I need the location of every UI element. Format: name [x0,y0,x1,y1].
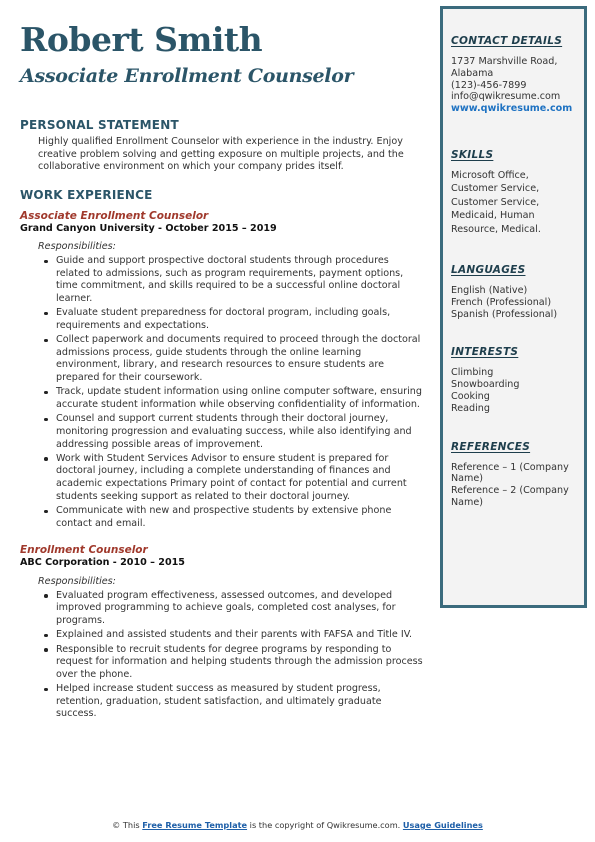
skill-line: Microsoft Office, [451,169,529,181]
list-item: Helped increase student success as measured by student progress, retention, graduation, student satisfaction, and ultimately graduate success. [56,683,425,721]
reference-line: Reference – 2 (Company [451,485,569,497]
skills-section [451,149,576,236]
languages-heading: LANGUAGES [451,264,526,277]
sidebar [440,6,587,608]
address-line: Alabama [451,67,494,79]
job-company-dates: Grand Canyon University - October 2015 – 2019 [20,222,277,234]
list-item: Communicate with new and prospective students by extensive phone contact and email. [56,505,425,530]
personal-statement-text: Highly qualified Enrollment Counselor with experience in the industry. Enjoy creative problem solving and getting exposure on multiple projects, and the collaborative environment on which your company prides itself. [38,136,404,172]
list-item: Responsible to recruit students for degree programs by responding to request for information and helping students through the admission process over the phone. [56,644,425,682]
reference-line: Name) [451,496,484,508]
language-item: English (Native) [451,285,528,297]
main-column [20,20,425,723]
skill-line: Resource, Medical. [451,223,541,235]
work-experience-heading: WORK EXPERIENCE [20,187,153,202]
list-item: Counsel and support current students through their doctoral journey, monitoring progression and evaluating success, while also identifying and addressing possible areas of improvement. [56,413,425,451]
website-link[interactable]: www.qwikresume.com [451,103,573,115]
skill-line: Medicaid, Human [451,210,535,222]
footer-prefix: © This [112,820,143,830]
interests-section [451,346,576,414]
email-address[interactable]: info@qwikresume.com [451,91,561,103]
skill-line: Customer Service, [451,196,540,208]
usage-guidelines-link[interactable]: Usage Guidelines [402,820,483,830]
work-experience-section [20,188,425,722]
candidate-title: Associate Enrollment Counselor [20,65,354,87]
language-item: French (Professional) [451,296,552,308]
interest-item: Climbing [451,367,494,379]
phone-number: (123)-456-7899 [451,79,527,91]
languages-section [451,264,576,320]
references-heading: REFERENCES [451,440,531,453]
skill-line: Customer Service, [451,183,540,195]
list-item: Evaluated program effectiveness, assessed outcomes, and developed improved programming to achieve goals, completed cost analyses, for programs. [56,590,425,628]
list-item: Explained and assisted students and their parents with FAFSA and Title IV. [56,629,425,642]
interest-item: Cooking [451,391,490,402]
reference-line: Name) [451,473,484,485]
responsibilities-list [20,255,425,530]
candidate-name: Robert Smith [20,20,263,59]
responsibilities-label: Responsibilities: [38,241,116,252]
sidebar-panel [443,9,584,605]
interests-heading: INTERESTS [451,346,519,359]
references-section [451,441,576,509]
job-title: Enrollment Counselor [20,544,148,557]
list-item: Collect paperwork and documents required to proceed through the doctoral admissions process, guide students through the online learning environment, library, and research resources to ensure students are prepared for their coursework. [56,334,425,384]
list-item: Evaluate student preparedness for doctoral program, including goals, requirements and expectations. [56,307,425,332]
list-item: Guide and support prospective doctoral students through procedures related to admissions, such as program requirements, payment options, time commitment, and skills required to be a successful online doctoral learner. [56,255,425,305]
footer-copyright: is the copyright of Qwikresume.com. [247,820,403,830]
free-resume-template-link[interactable]: Free Resume Template [142,820,248,830]
personal-statement-heading: PERSONAL STATEMENT [20,118,179,132]
personal-statement-section [20,118,425,174]
reference-line: Reference – 1 (Company [451,461,569,473]
interest-item: Snowboarding [451,379,520,391]
list-item: Track, update student information using online computer software, ensuring accurate student information while observing confidentiality of information. [56,386,425,411]
job-entry [20,544,425,721]
job-title: Associate Enrollment Counselor [20,209,209,222]
responsibilities-label: Responsibilities: [38,575,116,587]
interest-item: Reading [451,402,490,414]
job-entry [20,210,425,531]
skills-heading: SKILLS [451,148,494,161]
list-item: Work with Student Services Advisor to ensure student is prepared for doctoral journey, including a complete understanding of finances and academic expectations Primary point of contact for potential and current students seeking support as related to their doctoral journey. [56,453,425,503]
contact-section [451,35,576,115]
job-company-dates: ABC Corporation - 2010 – 2015 [20,557,185,569]
footer [0,820,595,830]
address-line: 1737 Marshville Road, [451,56,558,67]
responsibilities-list [20,590,425,721]
contact-heading: CONTACT DETAILS [451,35,563,47]
language-item: Spanish (Professional) [451,308,558,320]
